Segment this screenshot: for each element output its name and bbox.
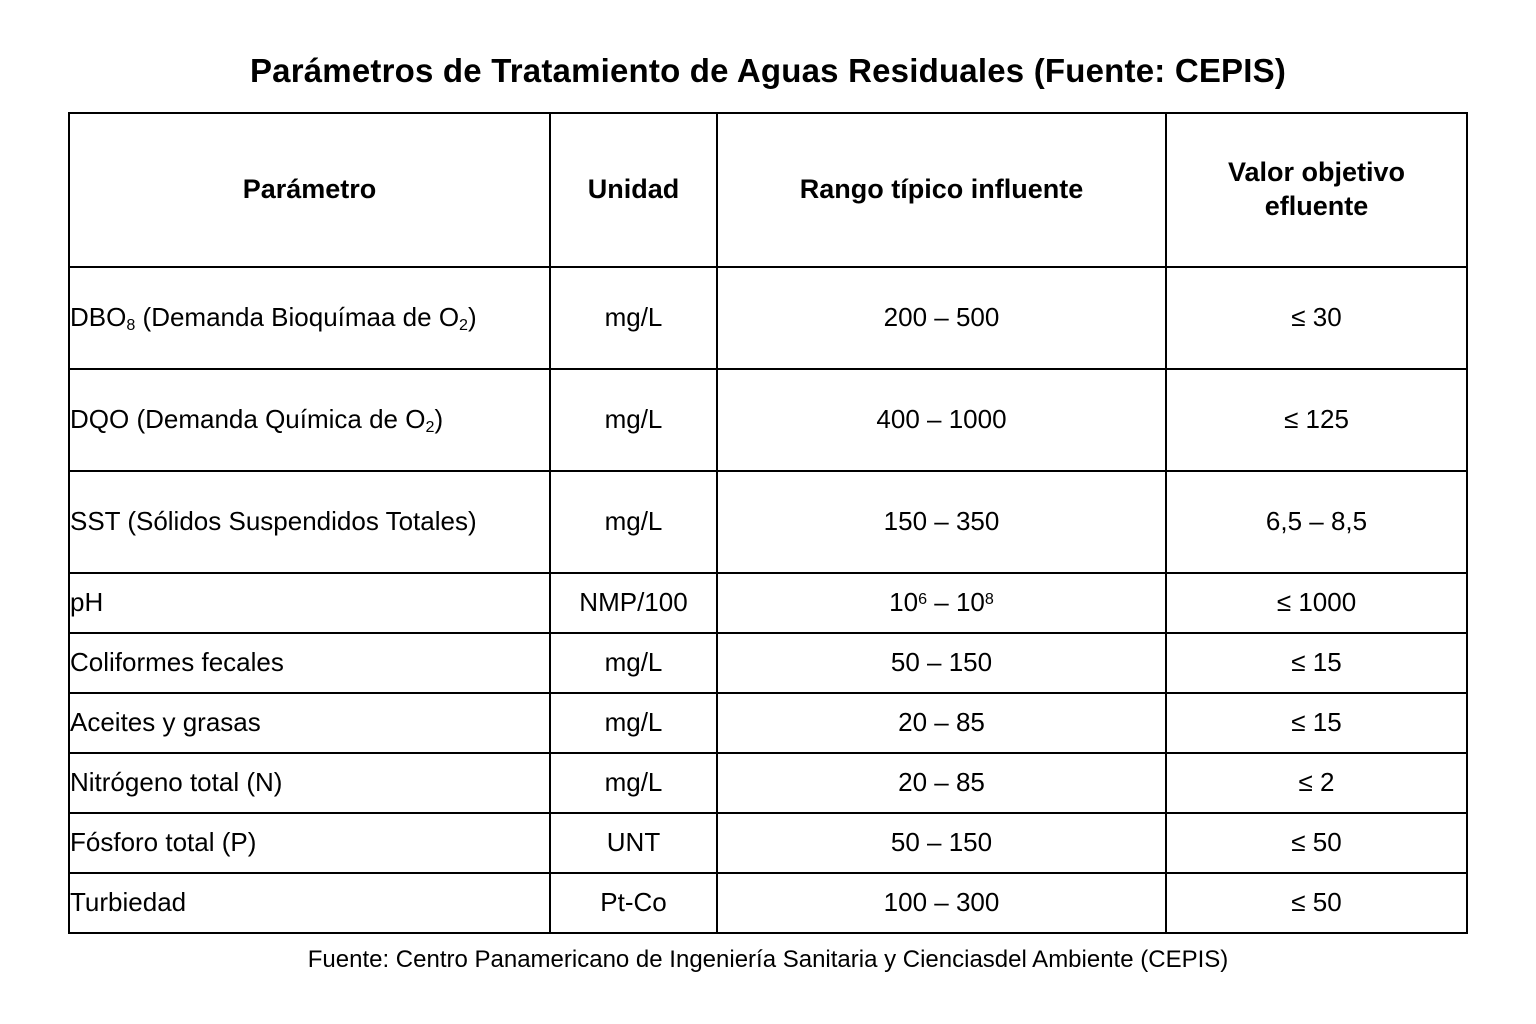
table-row: [69, 873, 1467, 933]
column-header-rango: Rango típico influente: [717, 113, 1166, 267]
table-row: [69, 633, 1467, 693]
cell-valor: ≤ 2: [1166, 753, 1467, 813]
cell-unidad: mg/L: [550, 471, 717, 573]
cell-valor: ≤ 15: [1166, 633, 1467, 693]
cell-parametro: SST (Sólidos Suspendidos Totales): [69, 471, 550, 573]
cell-valor: ≤ 15: [1166, 693, 1467, 753]
table-row: [69, 693, 1467, 753]
parameters-table: [68, 112, 1468, 934]
cell-parametro: DQO (Demanda Química de $O_2$): [69, 369, 550, 471]
column-header-valor: Valor objetivo efluente: [1166, 113, 1467, 267]
cell-parametro: Nitrógeno total (N): [69, 753, 550, 813]
column-header-unidad: Unidad: [550, 113, 717, 267]
cell-rango: 20 – 85: [717, 693, 1166, 753]
cell-unidad: mg/L: [550, 753, 717, 813]
cell-unidad: mg/L: [550, 633, 717, 693]
cell-valor: 6,5 – 8,5: [1166, 471, 1467, 573]
cell-valor: ≤ 30: [1166, 267, 1467, 369]
page-title: Parámetros de Tratamiento de Aguas Residuales (Fuente: CEPIS): [249, 52, 1287, 89]
table-body: [69, 267, 1467, 933]
source-footnote: Fuente: Centro Panamericano de Ingeniería Sanitaria y Cienciasdel Ambiente (CEPIS): [307, 946, 1229, 973]
cell-unidad: NMP/100: [550, 573, 717, 633]
cell-rango: 150 – 350: [717, 471, 1166, 573]
table-row: [69, 753, 1467, 813]
cell-parametro: Turbiedad: [69, 873, 550, 933]
cell-unidad: Pt-Co: [550, 873, 717, 933]
cell-unidad: mg/L: [550, 267, 717, 369]
cell-valor: ≤ 50: [1166, 873, 1467, 933]
table-row: [69, 573, 1467, 633]
cell-parametro: Coliformes fecales: [69, 633, 550, 693]
cell-parametro: Fósforo total (P): [69, 813, 550, 873]
cell-unidad: mg/L: [550, 693, 717, 753]
cell-rango: 400 – 1000: [717, 369, 1166, 471]
column-header-parametro: Parámetro: [69, 113, 550, 267]
cell-rango: 200 – 500: [717, 267, 1166, 369]
cell-rango: 50 – 150: [717, 633, 1166, 693]
cell-unidad: mg/L: [550, 369, 717, 471]
cell-parametro: Aceites y grasas: [69, 693, 550, 753]
cell-valor: ≤ 125: [1166, 369, 1467, 471]
table-row: [69, 369, 1467, 471]
cell-rango: 100 – 300: [717, 873, 1166, 933]
table-header: [69, 113, 1467, 267]
cell-rango: 50 – 150: [717, 813, 1166, 873]
cell-parametro: $DBO_8$ (Demanda Bioquímaa de $O_2$): [69, 267, 550, 369]
table-header-row: [69, 113, 1467, 267]
table-row: [69, 471, 1467, 573]
cell-valor: ≤ 1000: [1166, 573, 1467, 633]
table-row: [69, 267, 1467, 369]
cell-valor: ≤ 50: [1166, 813, 1467, 873]
table-row: [69, 813, 1467, 873]
cell-unidad: UNT: [550, 813, 717, 873]
cell-rango: 20 – 85: [717, 753, 1166, 813]
cell-rango: $10^6 - 10^8$: [717, 573, 1166, 633]
cell-parametro: pH: [69, 573, 550, 633]
